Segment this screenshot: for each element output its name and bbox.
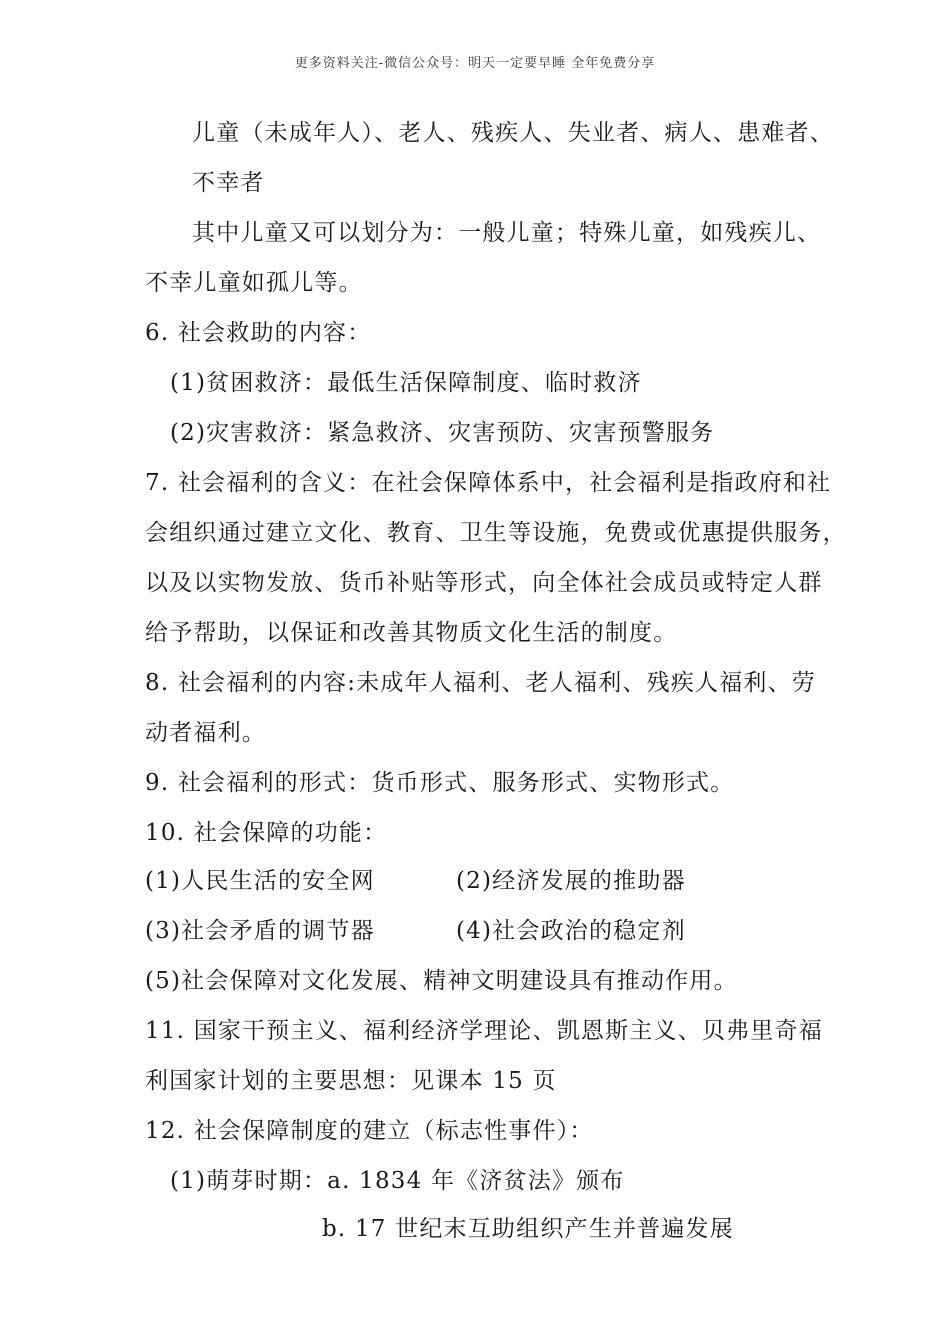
section-heading: 8. 社会福利的内容:未成年人福利、老人福利、残疾人福利、劳 [145, 670, 817, 696]
page-header: 更多资料关注-微信公众号：明天一定要早睡 全年免费分享 [294, 56, 656, 71]
list-item: b. 17 世纪末互助组织产生并普遍发展 [322, 1216, 734, 1242]
text-line: 不幸者 [192, 170, 265, 196]
list-item: (4)社会政治的稳定剂 [456, 918, 686, 944]
section-heading: 10. 社会保障的功能： [145, 820, 388, 846]
list-item: (1)人民生活的安全网 [145, 868, 375, 894]
text-line: 儿童（未成年人）、老人、残疾人、失业者、病人、患难者、 [192, 120, 834, 146]
text-line: 其中儿童又可以划分为：一般儿童；特殊儿童，如残疾儿、 [192, 220, 822, 246]
list-item: (5)社会保障对文化发展、精神文明建设具有推动作用。 [145, 968, 738, 994]
section-heading: 9. 社会福利的形式：货币形式、服务形式、实物形式。 [145, 770, 735, 796]
list-item: (3)社会矛盾的调节器 [145, 918, 375, 944]
section-heading: 12. 社会保障制度的建立（标志性事件）： [145, 1118, 594, 1144]
text-line: 以及以实物发放、货币补贴等形式，向全体社会成员或特定人群 [145, 570, 823, 596]
text-line: 给予帮助，以保证和改善其物质文化生活的制度。 [145, 620, 678, 646]
text-line: 利国家计划的主要思想：见课本 15 页 [145, 1068, 557, 1094]
list-item: (1)贫困救济：最低生活保障制度、临时救济 [170, 370, 642, 396]
text-line: 会组织通过建立文化、教育、卫生等设施，免费或优惠提供服务， [145, 520, 847, 546]
section-heading: 7. 社会福利的含义：在社会保障体系中，社会福利是指政府和社 [145, 470, 832, 496]
list-item: (2)灾害救济：紧急救济、灾害预防、灾害预警服务 [170, 420, 715, 446]
text-line: 不幸儿童如孤儿等。 [145, 270, 363, 296]
list-item: (2)经济发展的推助器 [456, 868, 686, 894]
section-heading: 6. 社会救助的内容： [145, 320, 372, 346]
text-line: 动者福利。 [145, 720, 266, 746]
section-heading: 11. 国家干预主义、福利经济学理论、凯恩斯主义、贝弗里奇福 [145, 1018, 823, 1044]
list-item: (1)萌芽时期：a. 1834 年《济贫法》颁布 [170, 1168, 625, 1194]
